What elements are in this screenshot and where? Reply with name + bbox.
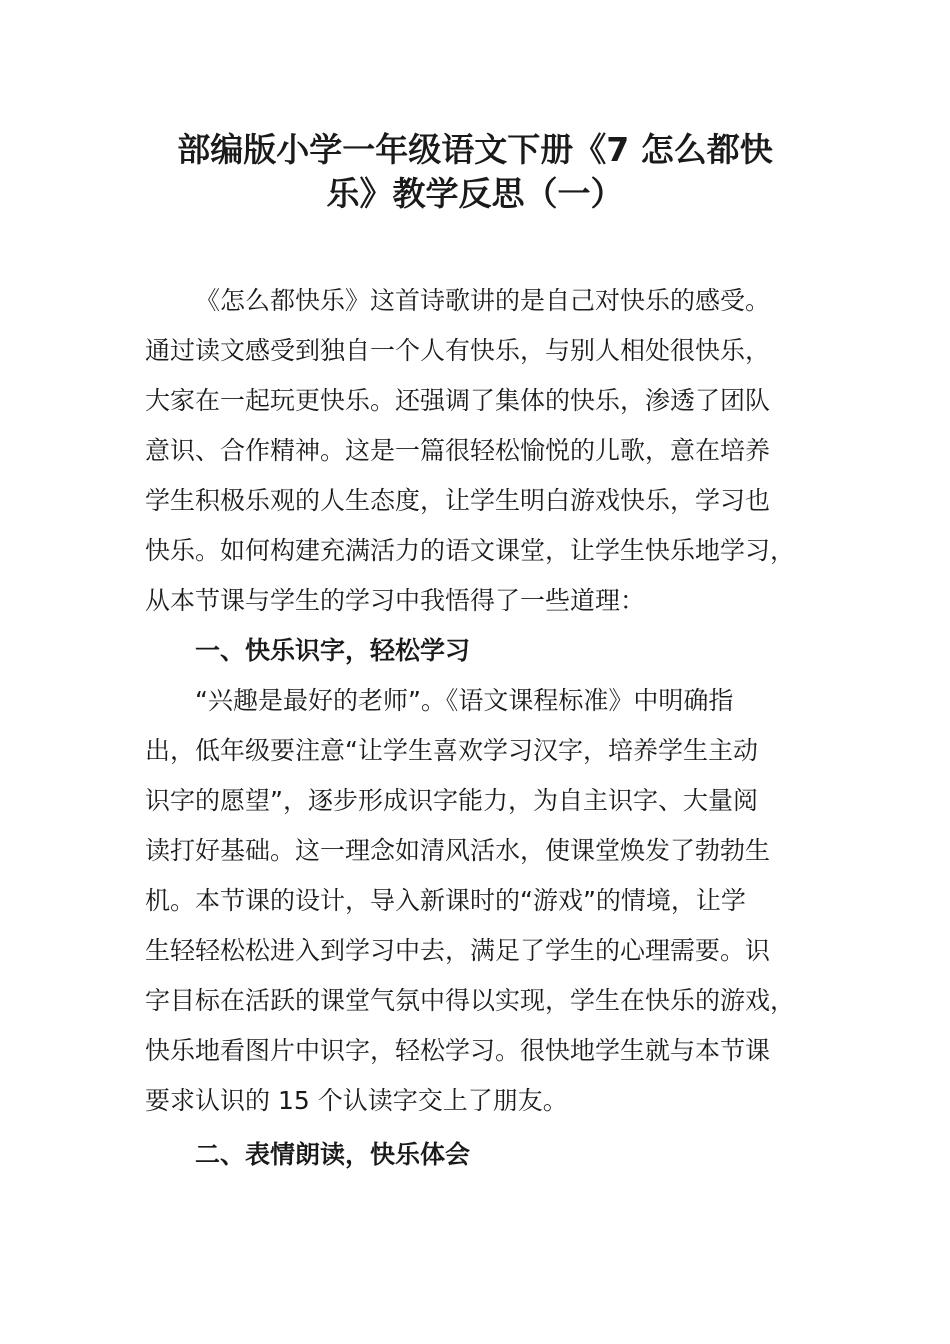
paragraph-line: 要求认识的 15 个认读字交上了朋友。 [145,1086,568,1115]
paragraph-line: 快乐。如何构建充满活力的语文课堂，让学生快乐地学习， [145,536,796,565]
section-heading-2: 二、表情朗读，快乐体会 [195,1140,471,1169]
section-heading-1: 一、快乐识字，轻松学习 [195,636,471,665]
paragraph-line: “兴趣是最好的老师”。《语文课程标准》中明确指 [195,686,734,715]
paragraph-section-1 [145,676,805,1126]
paragraph-line: 识字的愿望”，逐步形成识字能力，为自主识字、大量阅 [145,786,758,815]
paragraph-line: 读打好基础。这一理念如清风活水，使课堂焕发了勃勃生 [145,836,771,865]
paragraph-line: 意识、合作精神。这是一篇很轻松愉悦的儿歌，意在培养 [145,436,771,465]
paragraph-line: 大家在一起玩更快乐。还强调了集体的快乐，渗透了团队 [145,386,771,415]
title-line-1: 部编版小学一年级语文下册《7 怎么都快 [177,130,773,169]
paragraph-line: 出，低年级要注意“让学生喜欢学习汉字，培养学生主动 [145,736,758,765]
paragraph-intro [145,276,805,626]
paragraph-line: 学生积极乐观的人生态度，让学生明白游戏快乐，学习也 [145,486,771,515]
title-line-2: 乐》教学反思（一） [326,174,624,213]
paragraph-line: 快乐地看图片中识字，轻松学习。很快地学生就与本节课 [145,1036,771,1065]
paragraph-line: 通过读文感受到独自一个人有快乐，与别人相处很快乐， [145,336,771,365]
paragraph-line: 字目标在活跃的课堂气氛中得以实现，学生在快乐的游戏， [145,986,796,1015]
document-title [145,128,805,216]
paragraph-line: 《怎么都快乐》这首诗歌讲的是自己对快乐的感受。 [195,286,771,315]
paragraph-line: 机。本节课的设计，导入新课时的“游戏”的情境，让学 [145,886,746,915]
paragraph-line: 从本节课与学生的学习中我悟得了一些道理： [145,586,646,615]
document-body [145,276,805,1180]
paragraph-line: 生轻轻松松进入到学习中去，满足了学生的心理需要。识 [145,936,771,965]
